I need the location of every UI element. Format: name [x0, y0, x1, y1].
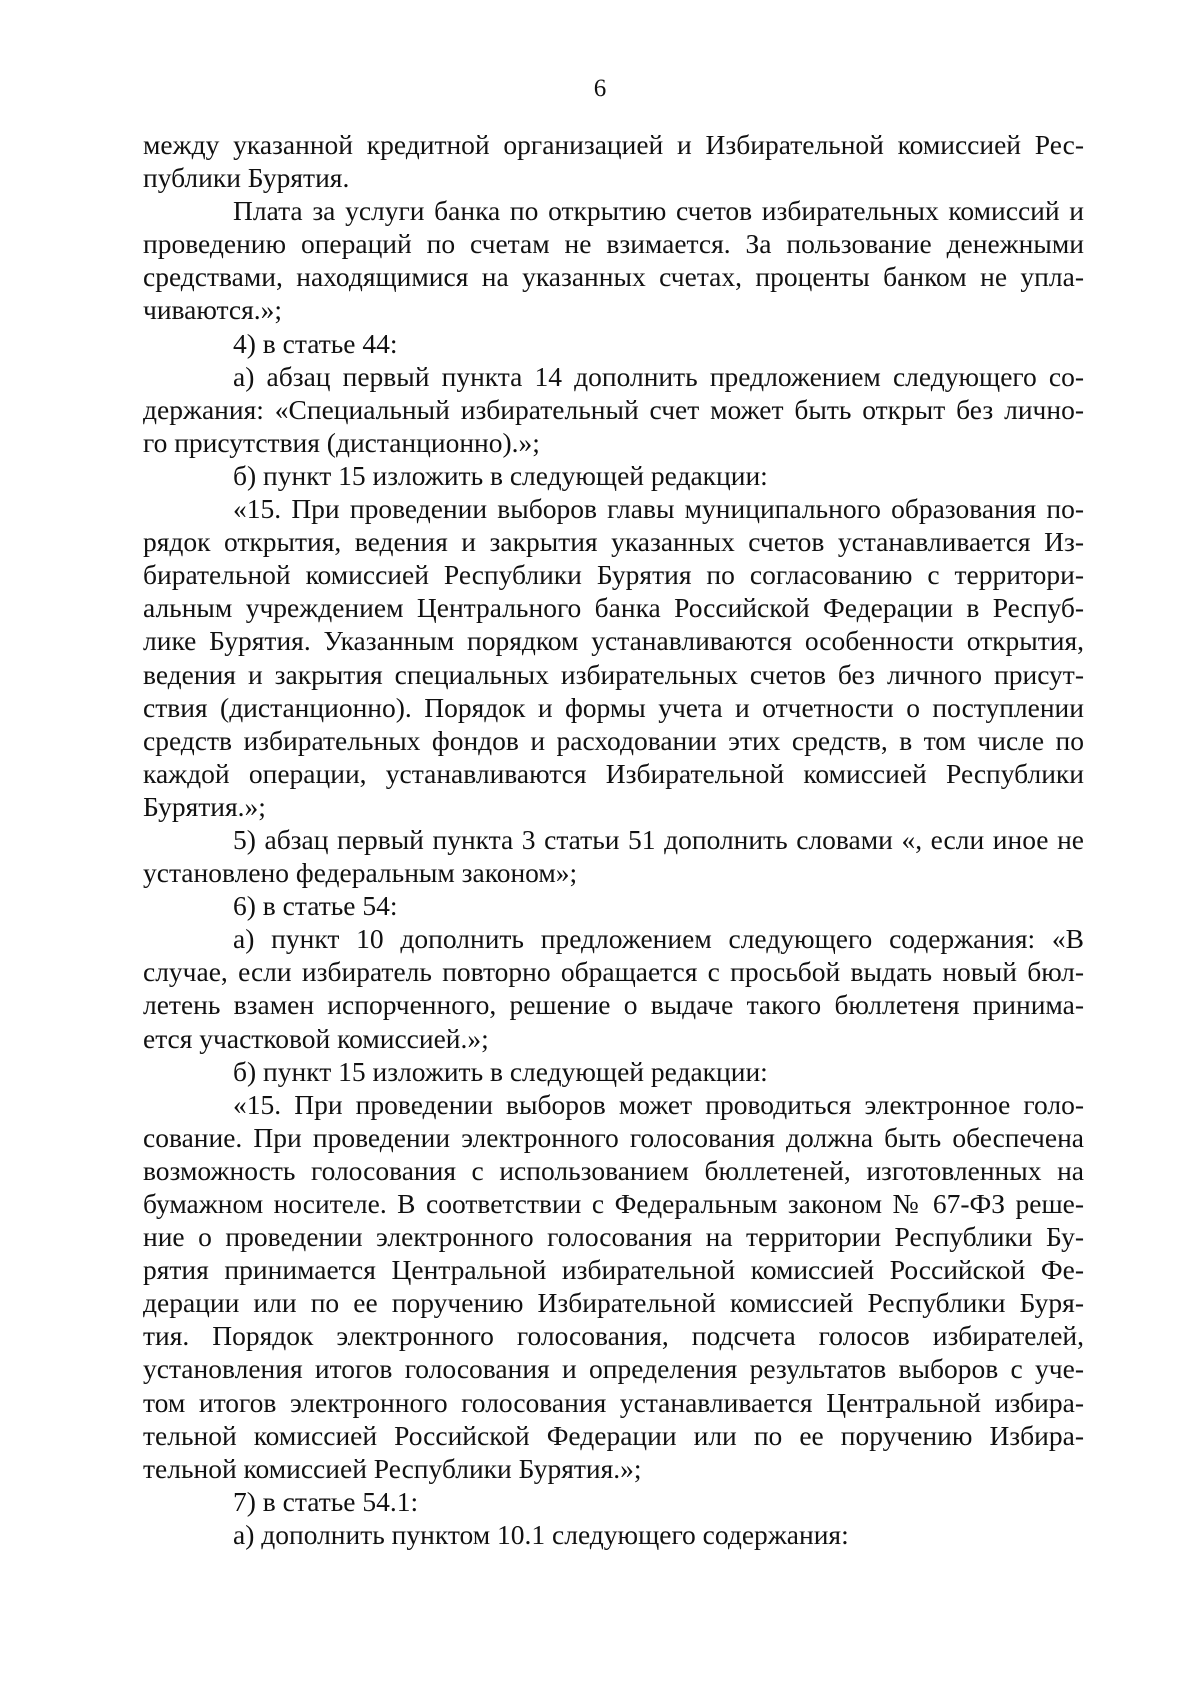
text-line: 5) абзац первый пункта 3 статьи 51 дополнить словами «, если иное не [233, 823, 1084, 855]
text-line: 4) в статье 44: [233, 327, 398, 359]
text-line: случае, если избиратель повторно обращается с просьбой выдать новый бюл- [143, 956, 1084, 988]
page-number: 6 [593, 75, 607, 102]
text-line: том итогов электронного голосования устанавливается Центральной избира- [143, 1386, 1084, 1418]
text-line: ведения и закрытия специальных избирательных счетов без личного присут- [143, 658, 1084, 690]
text-line: б) пункт 15 изложить в следующей редакции: [233, 1055, 768, 1087]
text-line: установлено федеральным законом»; [143, 857, 578, 889]
text-line: ствия (дистанционно). Порядок и формы учета и отчетности о поступлении [143, 691, 1084, 723]
text-line: проведению операций по счетам не взимается. За пользование денежными [143, 228, 1084, 260]
text-line: альным учреждением Центрального банка Российской Федерации в Респуб- [143, 592, 1084, 624]
text-line: публики Бурятия. [143, 162, 350, 194]
text-line: а) дополнить пунктом 10.1 следующего содержания: [233, 1518, 849, 1550]
text-line: лике Бурятия. Указанным порядком устанавливаются особенности открытия, [143, 625, 1084, 657]
text-line: летень взамен испорченного, решение о выдаче такого бюллетеня принима- [143, 989, 1084, 1021]
text-line: тельной комиссией Российской Федерации или по ее поручению Избира- [143, 1419, 1084, 1451]
text-line: б) пункт 15 изложить в следующей редакции: [233, 459, 768, 491]
text-line: держания: «Специальный избирательный счет может быть открыт без лично- [143, 393, 1084, 425]
text-line: го присутствия (дистанционно).»; [143, 426, 540, 458]
text-line: рядок открытия, ведения и закрытия указанных счетов устанавливается Из- [143, 526, 1084, 558]
text-line: бирательной комиссией Республики Бурятия по согласованию с территори- [143, 559, 1084, 591]
document-body [143, 128, 1084, 1551]
text-line: «15. При проведении выборов может проводиться электронное голо- [233, 1088, 1084, 1120]
text-line: между указанной кредитной организацией и Избирательной комиссией Рес- [143, 129, 1084, 160]
text-line: средствами, находящимися на указанных счетах, проценты банком не упла- [143, 261, 1084, 293]
text-line: средств избирательных фондов и расходовании этих средств, в том числе по [143, 724, 1084, 756]
text-line: Бурятия.»; [143, 790, 266, 822]
text-line: тия. Порядок электронного голосования, подсчета голосов избирателей, [143, 1320, 1084, 1352]
text-line: а) пункт 10 дополнить предложением следующего содержания: «В [233, 923, 1084, 955]
text-line: сование. При проведении электронного голосования должна быть обеспечена [143, 1121, 1084, 1153]
text-line: ется участковой комиссией.»; [143, 1022, 489, 1054]
text-line: каждой операции, устанавливаются Избирательной комиссией Республики [143, 757, 1084, 789]
text-line: 7) в статье 54.1: [233, 1485, 419, 1517]
text-line: возможность голосования с использованием бюллетеней, изготовленных на [143, 1154, 1084, 1186]
text-line: «15. При проведении выборов главы муниципального образования по- [233, 493, 1084, 525]
text-line: Плата за услуги банка по открытию счетов избирательных комиссий и [233, 195, 1084, 227]
text-line: ние о проведении электронного голосования на территории Республики Бу- [143, 1221, 1084, 1253]
text-line: чиваются.»; [143, 294, 283, 326]
text-line: тельной комиссией Республики Бурятия.»; [143, 1452, 642, 1484]
text-line: бумажном носителе. В соответствии с Федеральным законом № 67-ФЗ реше- [143, 1188, 1084, 1219]
text-line: рятия принимается Центральной избирательной комиссией Российской Фе- [143, 1254, 1084, 1286]
text-line: а) абзац первый пункта 14 дополнить предложением следующего со- [233, 360, 1084, 392]
text-line: установления итогов голосования и определения результатов выборов с уче- [143, 1353, 1084, 1385]
text-line: 6) в статье 54: [233, 890, 398, 922]
text-line: дерации или по ее поручению Избирательной комиссией Республики Буря- [143, 1287, 1084, 1319]
